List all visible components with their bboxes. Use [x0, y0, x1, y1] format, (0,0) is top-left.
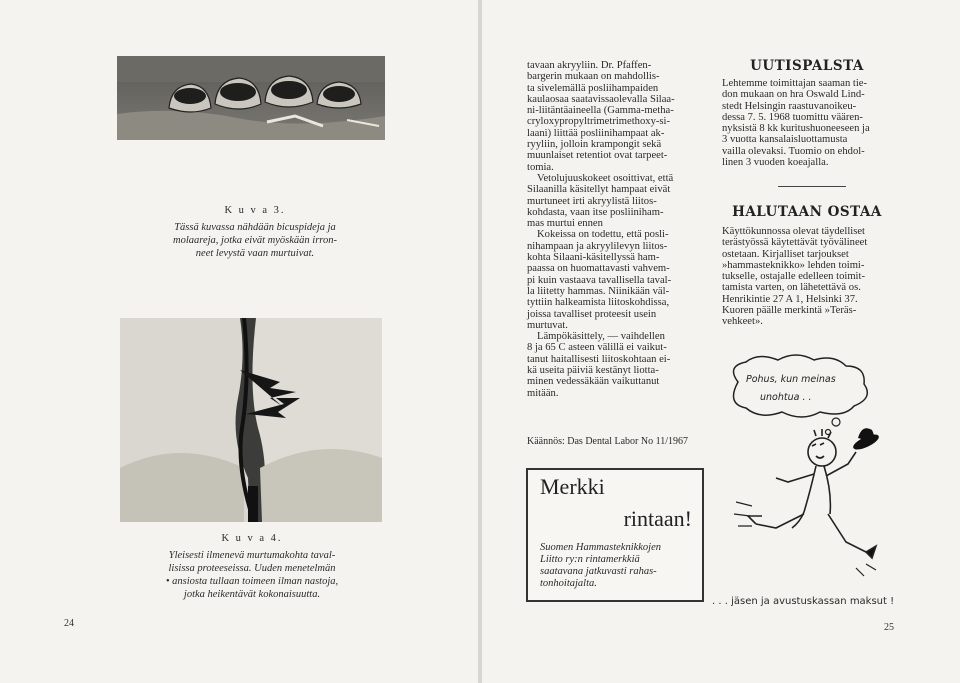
- article-line: kä useita päiviä kestänyt liotta-: [527, 365, 659, 377]
- halutaan-line: Käyttökunnossa olevat täydelliset: [722, 226, 865, 237]
- halutaan-line: »hammasteknikko» lehden toimi-: [722, 259, 865, 271]
- halutaan-line: tamista varten, on lähetettävä os.: [722, 282, 861, 294]
- uutispalsta-line: dessa 7. 5. 1968 tuomittu väären-: [722, 111, 863, 123]
- figure-3-caption-line: molaareja, jotka eivät myöskään irron-: [173, 235, 337, 246]
- article-line: Silaanilla käsitellyt hampaat eivät: [527, 184, 671, 196]
- halutaan-line: ostetaan. Kirjalliset tarjoukset: [722, 248, 849, 260]
- article-line: cryloxypropyltrimetrimethoxy-si-: [527, 116, 670, 128]
- article-line: nihampaan ja akryylilevyn liitos-: [527, 240, 668, 252]
- halutaan-line: Kuoren päälle merkintä »Teräs-: [722, 305, 857, 317]
- article-line: Lämpökäsittely, — vaihdellen: [537, 331, 665, 343]
- man-figure: [734, 429, 876, 576]
- cartoon-caption: . . . jäsen ja avustuskassan maksut !: [712, 596, 895, 607]
- speech-line-2: unohtua . .: [760, 392, 812, 403]
- halutaan-ostaa-body: [722, 226, 896, 328]
- merkki-text-line: saatavana jatkuvasti rahas-: [540, 566, 657, 577]
- article-line: ta sivelemällä posliihampaiden: [527, 82, 659, 94]
- thought-bubble: [832, 418, 840, 426]
- article-line: muunlaiset retentiot ovat tarpeet-: [527, 150, 668, 162]
- figure-3-photo: [117, 56, 385, 140]
- article-line: murtuvat.: [527, 319, 568, 331]
- article-line: joissa tavalliset proteesit usein: [527, 308, 657, 320]
- uutispalsta-line: 3 vuotta kansalaisluottamusta: [722, 134, 848, 146]
- uutispalsta-line: don mukaan on hra Oswald Lind-: [722, 89, 865, 101]
- right-page: [482, 0, 960, 683]
- running-man-cartoon: [716, 352, 906, 588]
- article-line: murtuneet irti akryylistä liitos-: [527, 195, 657, 207]
- translation-note: Käännös: Das Dental Labor No 11/1967: [527, 436, 688, 447]
- merkki-text-line: Suomen Hammasteknikkojen: [540, 542, 662, 553]
- figure-4-label: K u v a 4.: [221, 533, 283, 544]
- merkki-ad-box: [526, 468, 704, 602]
- speech-line-1: Pohus, kun meinas: [746, 374, 836, 385]
- page-number-left: 24: [64, 618, 74, 629]
- halutaan-line: tukselle, ostajalle edelleen toimit-: [722, 271, 865, 283]
- article-line: ni-liitäntäaineella (Gamma-metha-: [527, 105, 674, 117]
- article-line: minen vedessäkään vaikuttanut: [527, 376, 660, 388]
- halutaan-line: Henrikintie 27 A 1, Helsinki 37.: [722, 293, 858, 305]
- figure-4-photo: [120, 318, 382, 522]
- article-line: mitään.: [527, 387, 559, 399]
- figure-3-caption: [150, 204, 360, 260]
- uutispalsta-line: Lehtemme toimittajan saaman tie-: [722, 78, 868, 89]
- uutispalsta-line: nyksistä 8 kk kuritushuoneeseen ja: [722, 123, 870, 135]
- uutispalsta-body: [722, 78, 896, 168]
- figure-4-caption-line: lisissa proteeseissa. Uuden menetelmän: [168, 563, 336, 574]
- denture-fracture-photo-illustration: [120, 318, 382, 522]
- halutaan-line: terästyössä käytettävät työvälineet: [722, 237, 868, 249]
- merkki-text-line: Liitto ry:n rintamerkkiä: [540, 554, 640, 565]
- speech-cloud: [734, 355, 868, 417]
- halutaan-ostaa-heading: HALUTAAN OSTAA: [732, 204, 882, 220]
- page-number-right: 25: [884, 622, 894, 633]
- article-line: la liitetty hammas. Niinikään väl-: [527, 285, 670, 297]
- flying-hat-icon: [851, 428, 881, 452]
- figure-3-caption-line: Tässä kuvassa nähdään bicuspideja ja: [174, 222, 336, 233]
- uutispalsta-line: stedt Helsingin raastuvanoikeu-: [722, 100, 857, 112]
- uutispalsta-line: vailla olevaksi. Tuomio on ehdol-: [722, 145, 865, 157]
- article-line: bargerin mukaan on mahdollis-: [527, 71, 660, 83]
- article-column: [527, 60, 703, 399]
- merkki-title: Merkki: [540, 474, 605, 499]
- article-line: ryyliin, jolloin krampongit sekä: [527, 139, 662, 151]
- teeth-photo-illustration: [117, 56, 385, 140]
- article-line: tomia.: [527, 161, 554, 173]
- article-line: kohdasta, vaan itse posliiniham-: [527, 206, 664, 218]
- article-line: tanut haitallisesti liitoskohtaan ei-: [527, 353, 671, 365]
- figure-3-caption-line: neet levystä vaan murtuivat.: [195, 248, 315, 259]
- article-line: 8 ja 65 C asteen välillä ei vaikut-: [527, 342, 667, 354]
- figure-4-caption-line: Yleisesti ilmenevä murtumakohta taval-: [168, 550, 336, 561]
- merkki-text-line: tonhoitajalta.: [540, 578, 597, 589]
- article-line: mas murtui ennen: [527, 218, 603, 230]
- section-divider: [778, 186, 846, 187]
- halutaan-line: vehkeet».: [722, 316, 763, 328]
- article-line: Kokeissa on todettu, että posli-: [537, 229, 669, 241]
- article-line: kohta Silaani-käsitellyssä ham-: [527, 252, 660, 264]
- merkki-text: [540, 542, 696, 590]
- figure-4-caption: [152, 532, 352, 601]
- article-line: paassa on huomattavasti vahvem-: [527, 263, 670, 275]
- article-line: laani) liittää posliinihampaat ak-: [527, 127, 665, 139]
- article-line: tavaan akryyliin. Dr. Pfaffen-: [527, 60, 652, 71]
- article-line: pi kuin vastaava tavallisella taval-: [527, 274, 672, 286]
- left-page: [0, 0, 478, 683]
- figure-4-caption-line: • ansiosta tullaan toimeen ilman nastoja,: [165, 576, 339, 587]
- merkki-subtitle: rintaan!: [623, 506, 692, 531]
- article-line: Vetolujuuskokeet osoittivat, että: [537, 172, 674, 184]
- uutispalsta-heading: UUTISPALSTA: [750, 58, 864, 74]
- figure-4-caption-line: jotka heikentävät kokonaisuutta.: [183, 589, 321, 600]
- article-line: kaulaosaa saatavissaolevalla Silaa-: [527, 93, 675, 105]
- uutispalsta-line: linen 3 vuoden koeajalla.: [722, 157, 829, 169]
- article-line: tyttiin halkeamista liitoskohdissa,: [527, 297, 670, 309]
- figure-3-label: K u v a 3.: [224, 205, 286, 216]
